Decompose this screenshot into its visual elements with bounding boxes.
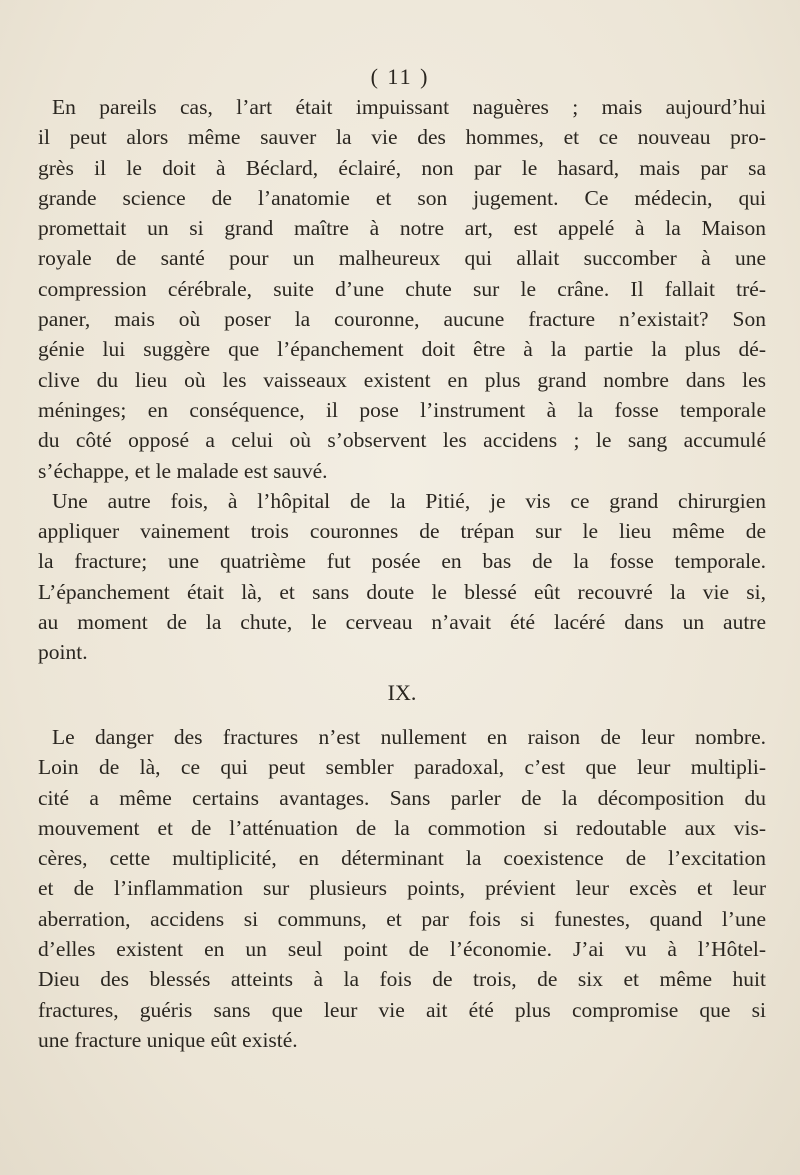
paragraph-1 [38,92,766,486]
text-line: royale de santé pour un malheureux qui allait succomber à une [38,246,766,271]
text-line: génie lui suggère que l’épanchement doit être à la partie la plus dé- [38,337,766,362]
text-line: paner, mais où poser la couronne, aucune fracture n’existait? Son [38,307,766,332]
section-heading: IX. [387,679,417,705]
text-line: L’épanchement était là, et sans doute le blessé eût recouvré la vie si, [38,579,766,604]
text-line: et de l’inflammation sur plusieurs points, prévient leur excès et leur [38,876,766,901]
text-line: mouvement et de l’atténuation de la commotion si redoutable aux vis- [38,815,766,840]
text-line: cité a même certains avantages. Sans parler de la décomposition du [38,785,766,810]
text-line: En pareils cas, l’art était impuissant naguères ; mais aujourd’hui [52,95,766,119]
text-line: grande science de l’anatomie et son jugement. Ce médecin, qui [38,185,766,210]
text-line: méninges; en conséquence, il pose l’instrument à la fosse temporale [38,397,766,422]
paragraph-3 [38,722,766,1055]
body-text [38,92,766,1055]
text-line: la fracture; une quatrième fut posée en bas de la fosse temporale. [38,549,766,574]
text-line: clive du lieu où les vaisseaux existent en plus grand nombre dans les [38,367,766,392]
text-line: du côté opposé a celui où s’observent les accidens ; le sang accumulé [38,428,766,453]
text-line: s’échappe, et le malade est sauvé. [38,458,328,483]
text-line: promettait un si grand maître à notre art, est appelé à la Maison [38,216,766,241]
text-line: fractures, guéris sans que leur vie ait été plus compromise que si [38,997,766,1022]
page-number: ( 11 ) [370,64,430,89]
text-line: compression cérébrale, suite d’une chute sur le crâne. Il fallait tré- [38,276,766,301]
text-line: il peut alors même sauver la vie des hommes, et ce nouveau pro- [38,125,766,150]
text-line: Une autre fois, à l’hôpital de la Pitié, je vis ce grand chirurgien [52,488,766,513]
text-line: grès il le doit à Béclard, éclairé, non par le hasard, mais par sa [38,155,766,180]
text-line: aberration, accidens si communs, et par fois si funestes, quand l’une [38,906,766,931]
text-line: Loin de là, ce qui peut sembler paradoxal, c’est que leur multipli- [38,755,766,780]
text-line: Le danger des fractures n’est nullement en raison de leur nombre. [52,724,766,749]
paragraph-2 [38,486,766,668]
text-line: cères, cette multiplicité, en déterminant la coexistence de l’excitation [38,846,766,871]
text-line: point. [38,640,88,665]
text-line: d’elles existent en un seul point de l’économie. J’ai vu à l’Hôtel- [38,937,766,962]
text-line: appliquer vainement trois couronnes de trépan sur le lieu même de [38,519,766,544]
text-line: Dieu des blessés atteints à la fois de trois, de six et même huit [38,967,766,992]
text-line: au moment de la chute, le cerveau n’avait été lacéré dans un autre [38,610,766,635]
text-line: une fracture unique eût existé. [38,1027,298,1052]
